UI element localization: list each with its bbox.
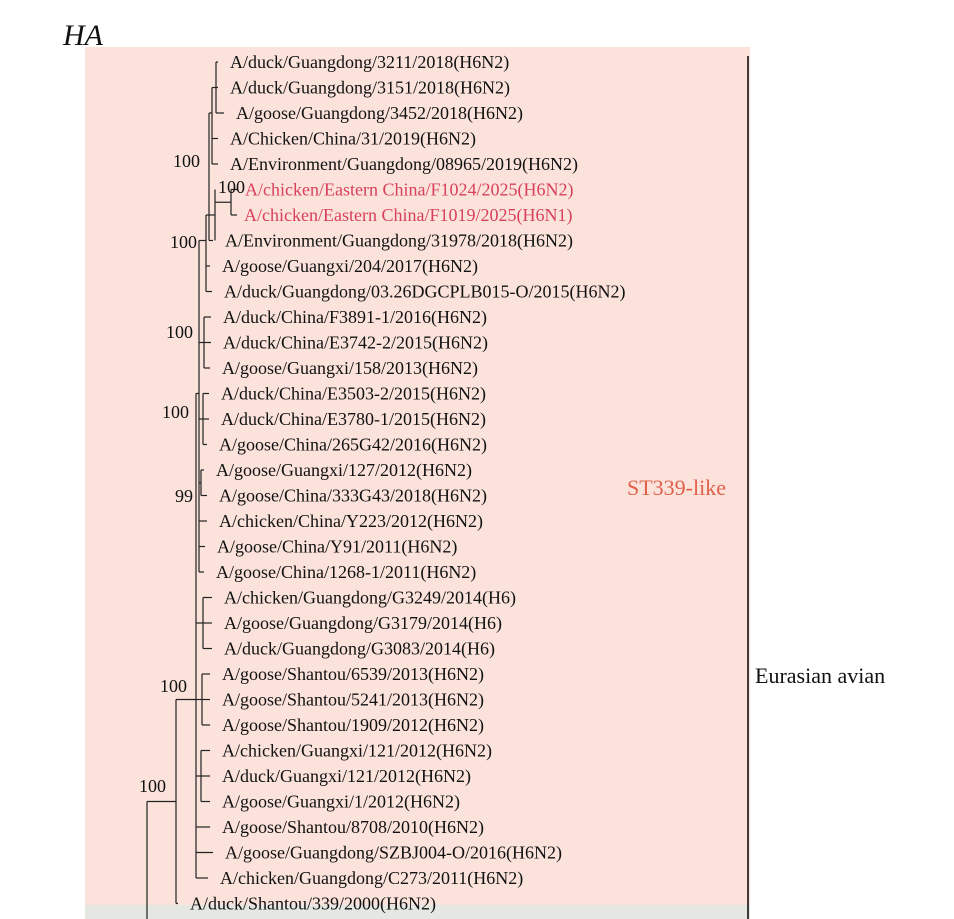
leaf-label: A/chicken/China/Y223/2012(H6N2) (219, 511, 483, 531)
leaf-label: A/goose/Guangxi/127/2012(H6N2) (216, 460, 472, 480)
leaf-label: A/goose/Guangxi/158/2013(H6N2) (222, 358, 478, 378)
bootstrap-value: 100 (166, 322, 193, 342)
bootstrap-value: 100 (160, 676, 187, 696)
leaf-label: A/goose/China/333G43/2018(H6N2) (219, 485, 487, 506)
group-label: Eurasian avian (755, 663, 886, 688)
leaf-label: A/chicken/Guangdong/C273/2011(H6N2) (220, 868, 524, 888)
leaf-label: A/goose/China/265G42/2016(H6N2) (219, 434, 487, 455)
leaf-label: A/goose/Guangxi/1/2012(H6N2) (222, 791, 460, 812)
highlighted-leaf-label: A/chicken/Eastern China/F1019/2025(H6N1) (244, 205, 573, 225)
leaf-label: A/goose/China/Y91/2011(H6N2) (217, 536, 458, 557)
bootstrap-value: 100 (170, 232, 197, 252)
leaf-label: A/duck/China/F3891-1/2016(H6N2) (223, 307, 487, 327)
leaf-label: A/chicken/Guangxi/121/2012(H6N2) (222, 740, 492, 761)
bootstrap-value: 100 (139, 776, 166, 796)
leaf-label: A/duck/Guangdong/3151/2018(H6N2) (230, 77, 510, 98)
leaf-label: A/goose/Shantou/1909/2012(H6N2) (222, 715, 484, 735)
leaf-label: A/Environment/Guangdong/31978/2018(H6N2) (225, 230, 573, 251)
leaf-label: A/goose/Guangdong/3452/2018(H6N2) (236, 103, 523, 123)
leaf-label: A/chicken/Guangdong/G3249/2014(H6) (224, 587, 516, 608)
leaf-label: A/duck/Shantou/339/2000(H6N2) (190, 893, 436, 914)
leaf-label: A/goose/Shantou/6539/2013(H6N2) (222, 664, 484, 684)
leaf-label: A/goose/China/1268-1/2011(H6N2) (216, 562, 477, 582)
leaf-label: A/goose/Guangdong/SZBJ004-O/2016(H6N2) (225, 842, 562, 863)
leaf-label: A/goose/Shantou/8708/2010(H6N2) (222, 817, 484, 837)
leaf-label: A/duck/China/E3503-2/2015(H6N2) (221, 383, 486, 404)
clade-label: ST339-like (627, 475, 726, 500)
leaf-label: A/duck/China/E3780-1/2015(H6N2) (221, 409, 486, 429)
leaf-label: A/duck/Guangxi/121/2012(H6N2) (222, 766, 471, 786)
leaf-label: A/goose/Guangxi/204/2017(H6N2) (222, 256, 478, 276)
leaf-label: A/goose/Shantou/5241/2013(H6N2) (222, 689, 484, 710)
panel-title: HA (63, 19, 103, 52)
leaf-label: A/Environment/Guangdong/08965/2019(H6N2) (230, 154, 578, 174)
leaf-label: A/duck/Guangdong/3211/2018(H6N2) (230, 52, 510, 72)
bootstrap-value: 100 (218, 177, 245, 197)
leaf-label: A/Chicken/China/31/2019(H6N2) (230, 128, 476, 149)
bootstrap-value: 100 (162, 402, 189, 422)
bootstrap-value: 99 (175, 486, 193, 506)
leaf-label: A/goose/Guangdong/G3179/2014(H6) (224, 613, 502, 633)
bootstrap-value: 100 (173, 151, 200, 171)
leaf-label: A/duck/China/E3742-2/2015(H6N2) (223, 332, 488, 353)
highlighted-leaf-label: A/chicken/Eastern China/F1024/2025(H6N2) (245, 179, 574, 200)
leaf-label: A/duck/Guangdong/03.26DGCPLB015-O/2015(H6N2) (224, 281, 626, 302)
leaf-label: A/duck/Guangdong/G3083/2014(H6) (224, 638, 495, 659)
